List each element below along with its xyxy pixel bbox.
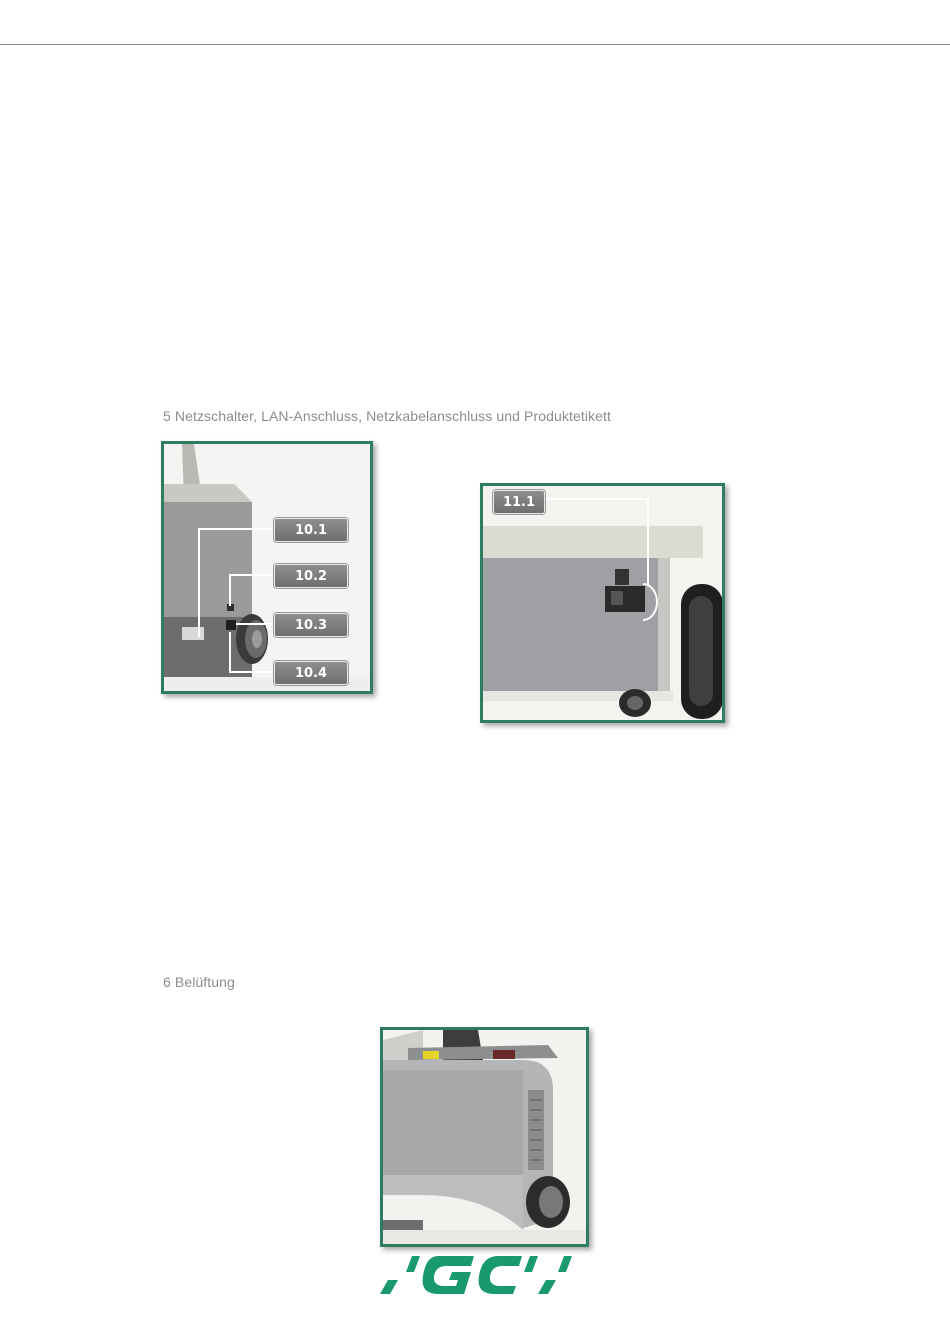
figure-6-image	[380, 1027, 589, 1247]
gc-logo	[376, 1252, 576, 1300]
figure-5-caption: 5 Netzschalter, LAN-Anschluss, Netzkabelanschluss und Produktetikett	[163, 408, 612, 424]
figure-5-right-image	[480, 483, 725, 723]
callout-10-2: 10.2	[274, 564, 348, 588]
callout-10-4: 10.4	[274, 661, 348, 685]
callout-10-3: 10.3	[274, 613, 348, 637]
ventilation-illustration	[383, 1030, 589, 1247]
device-rear-illustration	[483, 486, 725, 723]
header-rule	[0, 44, 950, 45]
callout-10-1: 10.1	[274, 518, 348, 542]
figure-5-left-image	[161, 441, 373, 694]
figure-6-caption: 6 Belüftung	[163, 974, 235, 990]
callout-11-1: 11.1	[493, 490, 545, 514]
